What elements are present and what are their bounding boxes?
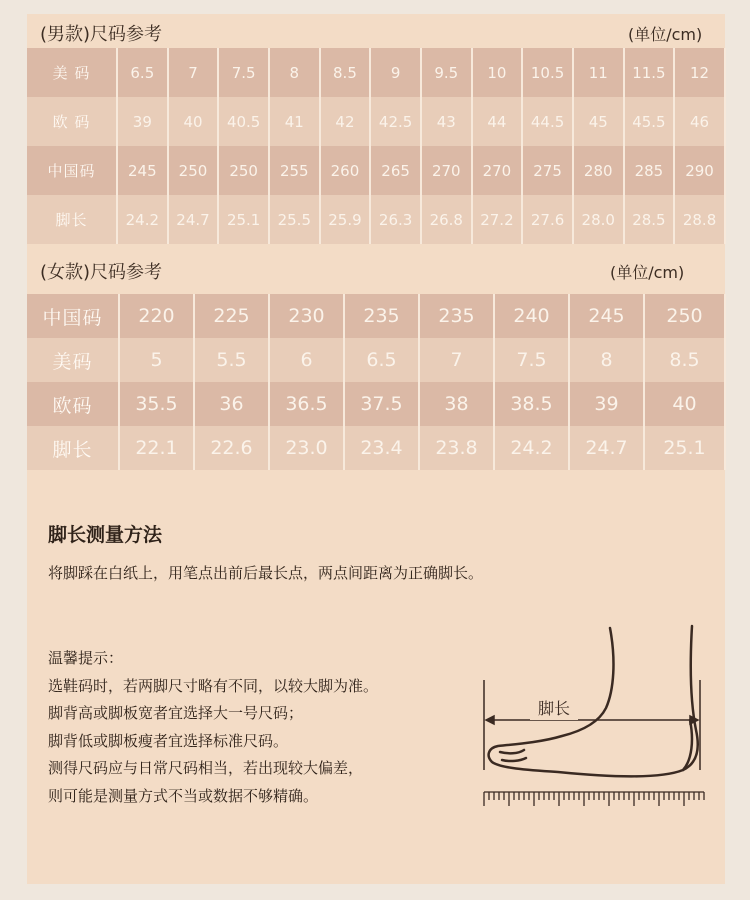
size-cell: 230: [269, 294, 344, 338]
size-cell: 275: [522, 146, 573, 195]
size-cell: 6.5: [117, 48, 168, 97]
size-cell: 11.5: [624, 48, 675, 97]
size-cell: 12: [674, 48, 725, 97]
size-cell: 24.7: [168, 195, 219, 244]
size-cell: 24.7: [569, 426, 644, 470]
size-cell: 38.5: [494, 382, 569, 426]
tip-line: 测得尺码应与日常尺码相当，若出现较大偏差，: [48, 759, 364, 777]
size-row: [27, 195, 725, 244]
row-label: 中国码: [27, 294, 119, 338]
size-cell: 7: [168, 48, 219, 97]
size-cell: 23.0: [269, 426, 344, 470]
tip-line: 选鞋码时，若两脚尺寸略有不同，以较大脚为准。: [48, 676, 379, 695]
size-row: [27, 426, 725, 470]
size-cell: 6: [269, 338, 344, 382]
men-size-table: [27, 48, 726, 244]
size-cell: 25.1: [644, 426, 725, 470]
row-label: 脚长: [27, 195, 117, 244]
measure-method-title: 脚长测量方法: [48, 524, 163, 546]
tip-line: 脚背高或脚板宽者宜选择大一号尺码；: [48, 704, 304, 722]
size-cell: 22.6: [194, 426, 269, 470]
size-cell: 26.8: [421, 195, 472, 244]
size-cell: 23.8: [419, 426, 494, 470]
size-cell: 7: [419, 338, 494, 382]
measure-method-text: 将脚踩在白纸上，用笔点出前后最长点，两点间距离为正确脚长。: [48, 564, 484, 582]
size-cell: 36.5: [269, 382, 344, 426]
size-cell: 235: [344, 294, 419, 338]
size-cell: 265: [370, 146, 421, 195]
size-cell: 245: [117, 146, 168, 195]
size-cell: 280: [573, 146, 624, 195]
ruler: [484, 792, 704, 806]
size-cell: 285: [624, 146, 675, 195]
size-cell: 39: [569, 382, 644, 426]
size-cell: 37.5: [344, 382, 419, 426]
foot-length-label: 脚长: [537, 699, 571, 718]
women-unit-label: (单位/cm): [610, 263, 685, 282]
size-cell: 44: [472, 97, 523, 146]
size-cell: 11: [573, 48, 624, 97]
row-label: 美码: [27, 338, 119, 382]
size-cell: 38: [419, 382, 494, 426]
size-cell: 46: [674, 97, 725, 146]
size-cell: 44.5: [522, 97, 573, 146]
size-cell: 240: [494, 294, 569, 338]
size-row: [27, 97, 725, 146]
size-cell: 290: [674, 146, 725, 195]
size-cell: 10: [472, 48, 523, 97]
size-cell: 36: [194, 382, 269, 426]
women-size-table: [27, 294, 726, 470]
tips-title: 温馨提示：: [48, 649, 124, 667]
size-cell: 28.8: [674, 195, 725, 244]
size-cell: 40.5: [218, 97, 269, 146]
row-label: 中国码: [27, 146, 117, 195]
size-cell: 235: [419, 294, 494, 338]
size-cell: 42.5: [370, 97, 421, 146]
size-cell: 6.5: [344, 338, 419, 382]
size-cell: 225: [194, 294, 269, 338]
size-cell: 26.3: [370, 195, 421, 244]
size-cell: 28.0: [573, 195, 624, 244]
men-unit-label: (单位/cm): [628, 25, 703, 44]
size-cell: 270: [472, 146, 523, 195]
foot-outline-icon: [489, 626, 698, 776]
size-cell: 25.5: [269, 195, 320, 244]
size-cell: 24.2: [117, 195, 168, 244]
size-cell: 7.5: [218, 48, 269, 97]
size-cell: 9.5: [421, 48, 472, 97]
size-cell: 9: [370, 48, 421, 97]
size-cell: 8.5: [644, 338, 725, 382]
size-cell: 250: [218, 146, 269, 195]
size-cell: 250: [644, 294, 725, 338]
size-cell: 43: [421, 97, 472, 146]
size-cell: 270: [421, 146, 472, 195]
size-cell: 45: [573, 97, 624, 146]
row-label: 欧 码: [27, 97, 117, 146]
size-cell: 8: [569, 338, 644, 382]
size-cell: 40: [168, 97, 219, 146]
size-cell: 40: [644, 382, 725, 426]
men-size-title: (男款)尺码参考: [40, 24, 163, 45]
size-cell: 28.5: [624, 195, 675, 244]
size-cell: 5: [119, 338, 194, 382]
size-cell: 5.5: [194, 338, 269, 382]
women-size-title: (女款)尺码参考: [40, 262, 163, 283]
size-cell: 41: [269, 97, 320, 146]
size-row: [27, 48, 725, 97]
size-cell: 45.5: [624, 97, 675, 146]
tip-line: 脚背低或脚板瘦者宜选择标准尺码。: [48, 731, 289, 750]
size-cell: 35.5: [119, 382, 194, 426]
row-label: 脚长: [27, 426, 119, 470]
size-cell: 8.5: [320, 48, 371, 97]
size-cell: 39: [117, 97, 168, 146]
row-label: 欧码: [27, 382, 119, 426]
size-cell: 8: [269, 48, 320, 97]
size-cell: 27.6: [522, 195, 573, 244]
size-cell: 25.1: [218, 195, 269, 244]
row-label: 美 码: [27, 48, 117, 97]
size-row: [27, 338, 725, 382]
size-cell: 10.5: [522, 48, 573, 97]
size-cell: 42: [320, 97, 371, 146]
size-row: [27, 382, 725, 426]
size-cell: 27.2: [472, 195, 523, 244]
size-row: [27, 294, 725, 338]
size-cell: 24.2: [494, 426, 569, 470]
foot-measure-diagram: [478, 620, 718, 820]
size-cell: 260: [320, 146, 371, 195]
size-cell: 23.4: [344, 426, 419, 470]
tip-line: 则可能是测量方式不当或数据不够精确。: [48, 786, 319, 805]
tips-block: [48, 645, 378, 810]
size-cell: 22.1: [119, 426, 194, 470]
size-row: [27, 146, 725, 195]
length-arrow: [484, 680, 700, 770]
size-cell: 25.9: [320, 195, 371, 244]
size-cell: 250: [168, 146, 219, 195]
size-cell: 245: [569, 294, 644, 338]
size-cell: 220: [119, 294, 194, 338]
size-cell: 7.5: [494, 338, 569, 382]
size-cell: 255: [269, 146, 320, 195]
